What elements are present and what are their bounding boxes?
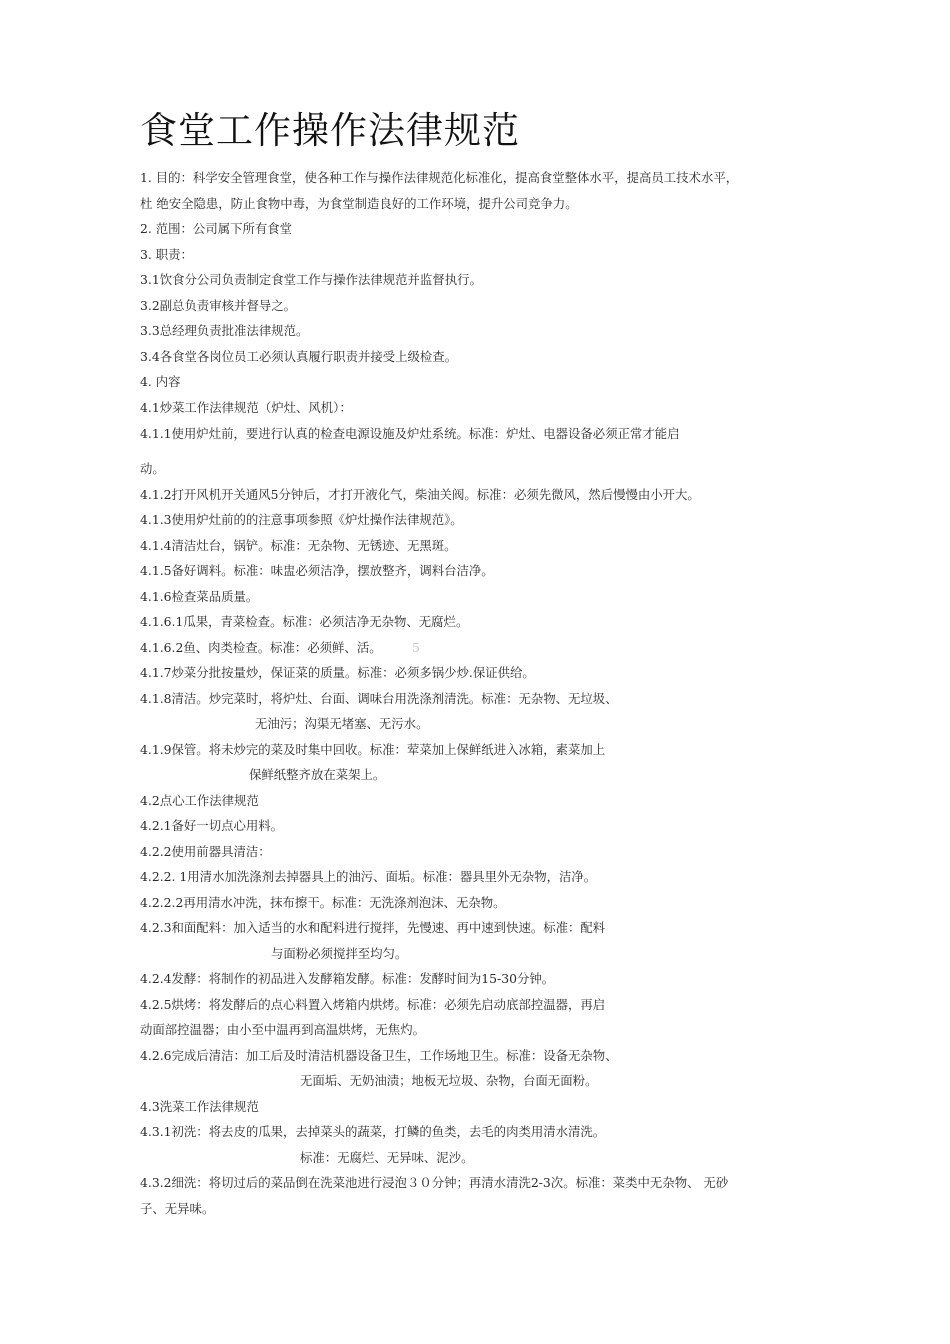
text-line: 4.3.2细洗：将切过后的菜品倒在洗菜池进行浸泡３０分钟；再清水清洗2-3次。标准：菜类中无杂物、 无砂	[140, 1175, 729, 1190]
text-line: 2. 范围：公司属下所有食堂	[140, 221, 293, 236]
text-line: 1. 目的：科学安全管理食堂，使各种工作与操作法律规范化标准化，提高食堂整体水平，提高员工技术水平，	[140, 170, 739, 185]
page-title: 食堂工作操作法律规范	[140, 109, 520, 152]
text-line: 4.2.1备好一切点心用料。	[140, 818, 284, 833]
faint-page-mark: 5	[412, 640, 420, 655]
text-line: 4.1.6.2鱼、肉类检查。标准：必须鲜、活。	[140, 640, 382, 655]
text-line: 4.1.5备好调料。标准：味盅必须洁净，摆放整齐，调料台洁净。	[140, 563, 494, 578]
text-line: 4.1.7炒菜分批按量炒，保证菜的质量。标准：必须多锅少炒.保证供给。	[140, 665, 535, 680]
text-line: 4.2.2.2再用清水冲洗，抹布擦干。标准：无洗涤剂泡沫、无杂物。	[140, 895, 506, 910]
text-line: 动。	[140, 461, 165, 476]
text-line: 杜 绝安全隐患，防止食物中毒，为食堂制造良好的工作环境，提升公司竞争力。	[140, 196, 578, 211]
text-line: 4.1.6检查菜品质量。	[140, 589, 259, 604]
text-line: 4.1炒菜工作法律规范（炉灶、风机）：	[140, 400, 352, 415]
text-line: 无油污；沟渠无堵塞、无污水。	[255, 716, 429, 731]
text-line: 3. 职责：	[140, 247, 193, 262]
text-line: 3.1饮食分公司负责制定食堂工作与操作法律规范并监督执行。	[140, 272, 482, 287]
text-line: 4.1.3使用炉灶前的的注意事项参照《炉灶操作法律规范》。	[140, 512, 463, 527]
text-line: 子、无异味。	[140, 1201, 215, 1216]
text-line: 无面垢、无奶油渍；地板无垃圾、杂物，台面无面粉。	[300, 1073, 598, 1088]
text-line: 4.1.9保管。将未炒完的菜及时集中回收。标准：荤菜加上保鲜纸进入冰箱，素菜加上	[140, 742, 606, 757]
text-line: 4.1.4清洁灶台，锅铲。标准：无杂物、无锈迹、无黑斑。	[140, 538, 457, 553]
text-line: 3.2副总负责审核并督导之。	[140, 298, 297, 313]
text-line: 4.1.1使用炉灶前，要进行认真的检查电源设施及炉灶系统。标准：炉灶、电器设备必须正常才能启	[140, 426, 680, 441]
text-line: 4. 内容	[140, 374, 181, 389]
text-line: 4.1.2打开风机开关通风5分钟后，才打开液化气，柴油关阀。标准：必须先微风，然后慢慢由小开大。	[140, 487, 700, 502]
text-line: 4.2.5烘烤：将发酵后的点心料置入烤箱内烘烤。标准：必须先启动底部控温器，再启	[140, 997, 606, 1012]
text-line: 4.1.8清洁。炒完菜时，将炉灶、台面、调味台用洗涤剂清洗。标准：无杂物、无垃圾、	[140, 691, 618, 706]
text-line: 与面粉必须搅拌至均匀。	[271, 946, 408, 961]
text-line: 4.3洗菜工作法律规范	[140, 1099, 259, 1114]
text-line: 4.2.6完成后清洁：加工后及时清洁机器设备卫生，工作场地卫生。标准：设备无杂物、	[140, 1048, 618, 1063]
text-line: 4.2.4发酵：将制作的初品进入发酵箱发酵。标准：发酵时间为15-30分钟。	[140, 971, 555, 986]
text-line: 4.2.2使用前器具清洁：	[140, 844, 271, 859]
text-line: 4.2.3和面配料：加入适当的水和配料进行搅拌，先慢速、再中速到快速。标准：配料	[140, 920, 606, 935]
text-line: 4.1.6.1瓜果，青菜检查。标准：必须洁净无杂物、无腐烂。	[140, 614, 469, 629]
text-line: 4.3.1初洗：将去皮的瓜果，去掉菜头的蔬菜，打鳞的鱼类，去毛的肉类用清水清洗。	[140, 1124, 606, 1139]
text-line: 3.3总经理负责批准法律规范。	[140, 323, 309, 338]
text-line: 保鲜纸整齐放在菜架上。	[249, 767, 386, 782]
text-line: 动面部控温器；由小至中温再到高温烘烤，无焦灼。	[140, 1022, 425, 1037]
text-line: 4.2点心工作法律规范	[140, 793, 259, 808]
text-line: 3.4各食堂各岗位员工必须认真履行职责并接受上级检查。	[140, 349, 458, 364]
text-line: 标准：无腐烂、无异味、泥沙。	[300, 1150, 474, 1165]
text-line: 4.2.2. 1用清水加洗涤剂去掉器具上的油污、面垢。标准：器具里外无杂物，洁净。	[140, 869, 597, 884]
